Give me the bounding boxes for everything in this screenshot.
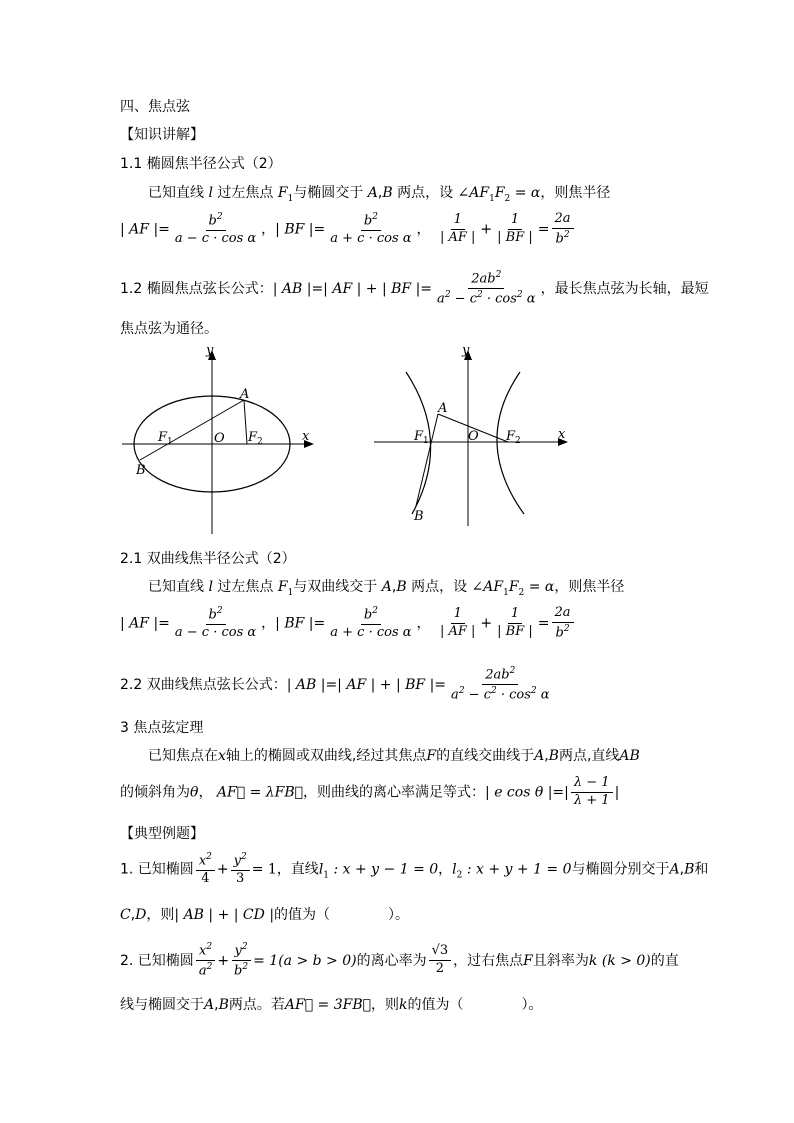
knowledge-header: 【知识讲解】 [120,127,204,143]
examples-header: 【典型例题】 [120,826,204,842]
s12-line2: 焦点弦为通径。 [120,321,218,337]
section-title: 四、焦点弦 [120,99,190,115]
ellipse-label-x: x [302,429,310,444]
ellipse-label-A: A [240,387,250,402]
example-1-line2: C,D，则| AB | + | CD |的值为（ ）。 [120,907,410,923]
s12-line: 1.2 椭圆焦点弦长公式：| AB |=| AF | + | BF |= $\frac{2ab^2}{a^2 - c^2 \cdot \cos^2 \alpha}$ ，最长焦点弦为长轴，最短 [120,270,709,307]
hyperbola-label-F1: F [414,429,424,444]
hyperbola-label-B: B [414,509,424,524]
example-1-line1: 1. 已知椭圆 $\frac{x^2}{4}$ + $\frac{y^2}{3}$ = 1，直线$l_1$ : x + y − 1 = 0，$l_2$ : x + y + 1 = 0与椭圆分别交于A,B和 [120,852,709,887]
ellipse-figure [110,342,320,538]
ellipse-label-O: O [214,431,225,446]
example-2-line1: 2. 已知椭圆 $\frac{x^2}{a^2}$ + $\frac{y^2}{b^2}$ = 1(a > b > 0)的离心率为 $\frac{√3}{2}$ ，过右焦点F且斜率为k (k > 0)的直 [120,942,679,979]
s3-line2: 的倾斜角为θ， AF⃗ = λFB⃗，则曲线的离心率满足等式：| e cos θ |=| $\frac{\lambda - 1}{\lambda + 1}$ | [120,775,620,808]
s21-formulas: | AF |= $\frac{b^2}{\text{a − c · cos α}}$ ，| BF |= $\frac{b^2}{\text{a + c · cos α}}$ ， $\frac{1}{| AF |}$ + $\frac{1}{| BF |}$ = $\frac{2a}{b^2}$ [120,606,576,641]
s11-heading: 1.1 椭圆焦半径公式（2） [120,156,282,172]
ellipse-label-F2: F [248,430,258,445]
s3-heading: 3 焦点弦定理 [120,720,204,736]
s11-line1: 已知直线 l 过左焦点 $F_1$与椭圆交于 A,B 两点，设 $\angle AF_1F_2 = \alpha$，则焦半径 [148,185,611,204]
s3-line1: 已知焦点在x轴上的椭圆或双曲线,经过其焦点F的直线交曲线于A,B两点,直线AB [148,748,640,764]
hyperbola-label-F2-sub: 2 [515,436,521,446]
hyperbola-figure [368,342,576,528]
hyperbola-label-F1-sub: 1 [423,436,429,446]
focal-chord-AB [140,400,244,460]
ellipse-label-F1-sub: 1 [167,437,173,447]
ellipse-label-F2-sub: 2 [257,437,263,447]
s21-line1: 已知直线 l 过左焦点 $F_1$与双曲线交于 A,B 两点，设 $\angle AF_1F_2 = \alpha$，则焦半径 [148,579,625,598]
s22-line: 2.2 双曲线焦点弦长公式：| AB |=| AF | + | BF |= $\frac{2ab^2}{a^2 - c^2 \cdot \cos^2 \alpha}$ [120,666,550,703]
hyperbola-label-F2: F [506,429,516,444]
focal-chord-AB [416,414,438,506]
hyperbola-label-O: O [468,429,479,444]
ellipse-label-B: B [136,463,146,478]
s21-heading: 2.1 双曲线焦半径公式（2） [120,551,296,567]
ellipse-label-y: y [206,343,214,358]
hyperbola-label-y: y [462,343,470,358]
hyperbola-label-x: x [558,427,566,442]
s11-formulas: | AF |= $\frac{b^2}{\text{a − c · cos α}}$ ，| BF |= $\frac{b^2}{\text{a + c · cos α}}$ ， $\frac{1}{| AF |}$ + $\frac{1}{| BF |}$ = $\frac{2a}{b^2}$ [120,212,576,247]
example-2-line2: 线与椭圆交于A,B两点。若AF⃗ = 3FB⃗，则k的值为（ ）。 [120,997,543,1013]
hyperbola-label-A: A [438,401,448,416]
ellipse-label-F1: F [158,430,168,445]
segment-AF2 [244,400,247,444]
